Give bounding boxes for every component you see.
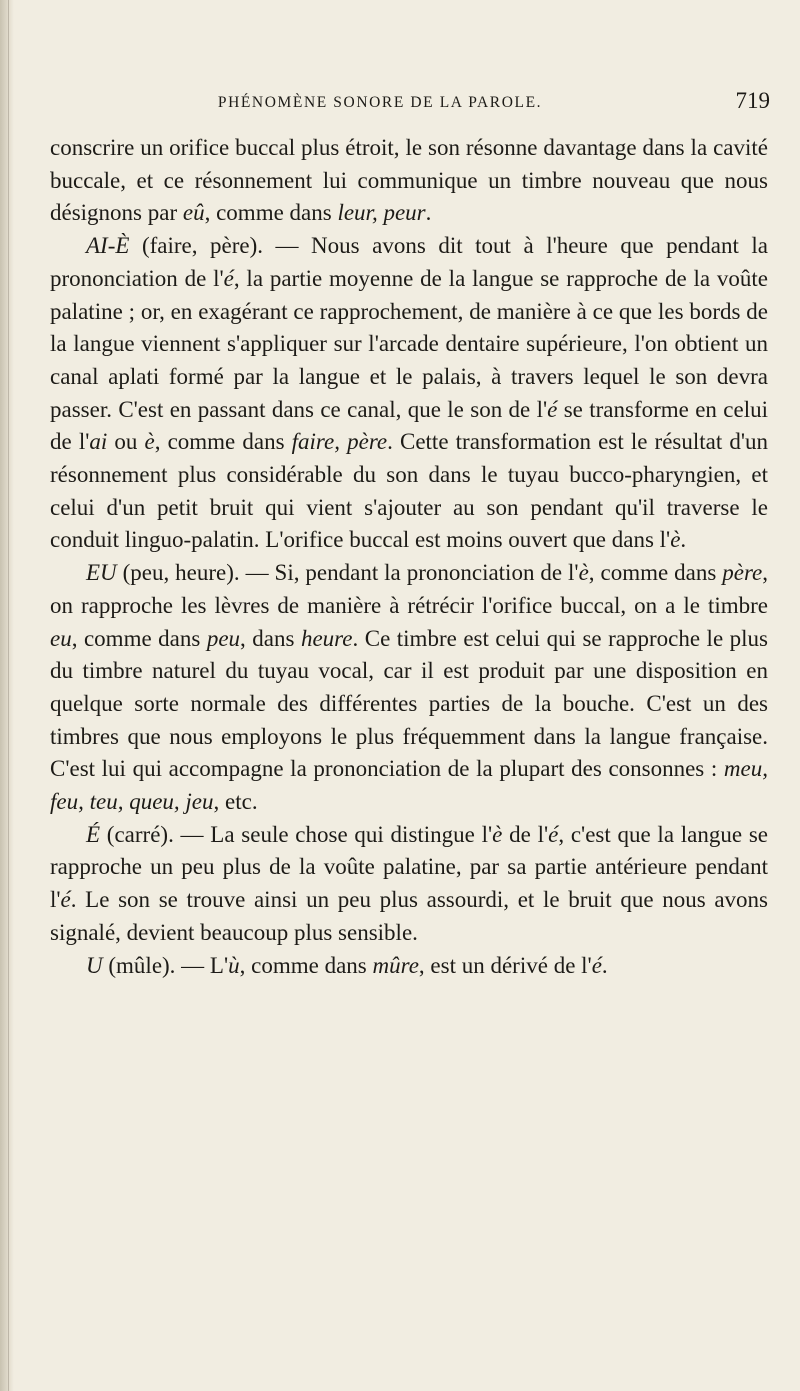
- binding-line: [8, 0, 9, 1391]
- page-edge: [0, 0, 14, 1391]
- paragraph-1: conscrire un orifice buccal plus étroit, le son résonne davantage dans la cavité buccale, et ce résonnement lui communique un timbre nouveau que nous désignons par eû, comme dans leur, peur.: [50, 135, 768, 226]
- paragraph-u: U (mûle). — L'ù, comme dans mûre, est un dérivé de l'é.: [86, 952, 608, 978]
- paragraph-e-carre: É (carré). — La seule chose qui distingue l'è de l'é, c'est que la langue se rapproche un peu plus de la voûte palatine, par sa partie antérieure pendant l'é. Le son se trouve ainsi un peu plus assourdi, et le bruit que nous avons signalé, devient beaucoup plus sensible.: [50, 821, 768, 945]
- paragraph-eu: EU (peu, heure). — Si, pendant la prononciation de l'è, comme dans père, on rapproche les lèvres de manière à rétrécir l'orifice buccal, on a le timbre eu, comme dans peu, dans heure. Ce timbre est celui qui se rapproche le plus du timbre naturel du tuyau vocal, car il est produit par une disposition en quelque sorte normale des différentes parties de la bouche. C'est un des timbres que nous employons le plus fréquemment dans la langue française. C'est lui qui accompagne la prononciation de la plupart des consonnes : meu, feu, teu, queu, jeu, etc.: [50, 560, 768, 815]
- page-number: 719: [735, 88, 770, 113]
- body-text: [50, 132, 768, 982]
- running-head: PHÉNOMÈNE SONORE DE LA PAROLE.: [217, 94, 543, 111]
- page-header: [50, 88, 770, 118]
- paragraph-ai-e: AI-È (faire, père). — Nous avons dit tout à l'heure que pendant la prononciation de l'é, la partie moyenne de la langue se rapproche de la voûte palatine ; or, en exagérant ce rapprochement, de manière à ce que les bords de la langue viennent s'appliquer sur l'arcade dentaire supérieure, l'on obtient un canal aplati formé par la langue et le palais, à travers lequel le son devra passer. C'est en passant dans ce canal, que le son de l'é se transforme en celui de l'ai ou è, comme dans faire, père. Cette transformation est le résultat d'un résonnement plus considérable du son dans le tuyau bucco-pharyngien, et celui d'un petit bruit qui vient s'ajouter au son pendant qu'il traverse le conduit linguo-palatin. L'orifice buccal est moins ouvert que dans l'è.: [50, 233, 768, 553]
